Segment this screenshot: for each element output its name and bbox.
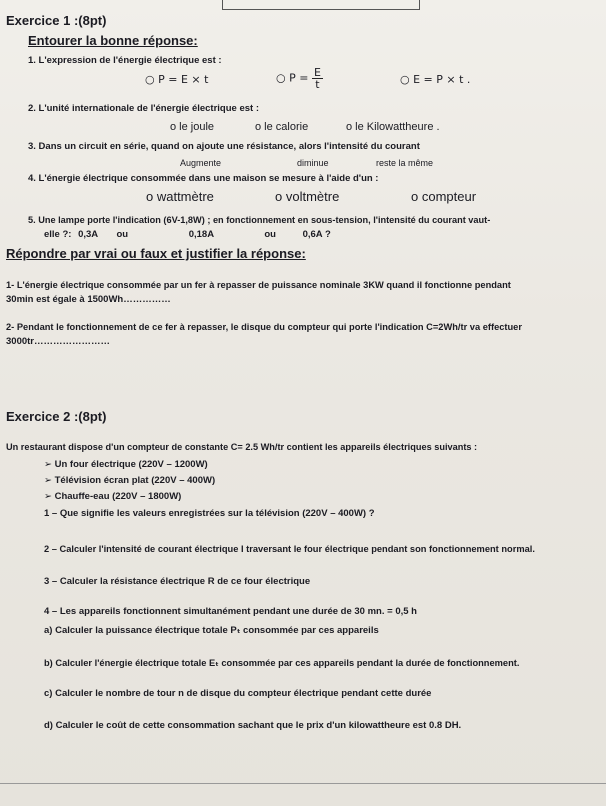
q5-option-b[interactable]: 0,18A	[188, 229, 214, 240]
q4-option-b[interactable]: o voltmètre	[275, 189, 340, 204]
device-item: ➢ Un four électrique (220V – 1200W)	[44, 459, 208, 470]
section-circle-answer-title: Entourer la bonne réponse:	[28, 33, 198, 48]
q1-option-b[interactable]: ○ P = $\frac{E}{t}$	[276, 66, 321, 91]
q3-option-b[interactable]: diminue	[297, 158, 329, 168]
q1-option-c[interactable]: ○ E = P × t .	[400, 73, 471, 86]
true-false-1-line-2[interactable]: 30min est égale à 1500Wh……………	[6, 294, 171, 305]
q2-option-b[interactable]: o le calorie	[255, 121, 309, 133]
question-2: 2. L'unité internationale de l'énergie électrique est :	[28, 103, 259, 114]
page-bottom-divider	[0, 783, 606, 784]
device-label: Un four électrique (220V – 1200W)	[54, 459, 208, 470]
question-3: 3. Dans un circuit en série, quand on ajoute une résistance, alors l'intensité du courant	[28, 141, 420, 152]
device-label: Télévision écran plat (220V – 400W)	[54, 475, 216, 486]
device-item: ➢ Chauffe-eau (220V – 1800W)	[44, 491, 182, 502]
fraction-numerator: E	[313, 66, 321, 79]
question-4: 4. L'énergie électrique consommée dans une maison se mesure à l'aide d'un :	[28, 173, 379, 184]
q4-option-a[interactable]: o wattmètre	[146, 189, 214, 204]
q5-prompt: elle ?:	[44, 229, 72, 240]
question-5-line-2	[44, 229, 331, 240]
q4-option-c[interactable]: o compteur	[411, 189, 477, 204]
q1-option-a-text: P = E × t	[158, 73, 209, 86]
exercise-2-question-2: 2 – Calculer l'intensité de courant électrique I traversant le four électrique pendant son fonctionnement normal.	[44, 544, 535, 554]
exercise-2-question-4a: a) Calculer la puissance électrique totale Pₜ consommée par ces appareils	[44, 625, 379, 636]
exercise-2-question-4c: c) Calculer le nombre de tour n de disque du compteur électrique pendant cette durée	[44, 688, 432, 699]
q1-fraction	[312, 67, 323, 90]
question-1: 1. L'expression de l'énergie électrique est :	[28, 55, 222, 66]
q3-option-a[interactable]: Augmente	[180, 158, 222, 168]
true-false-2-line-1: 2- Pendant le fonctionnement de ce fer à repasser, le disque du compteur qui porte l'indication C=2Wh/tr va effectuer	[6, 322, 522, 332]
header-box-edge	[222, 0, 420, 10]
device-item: ➢ Télévision écran plat (220V – 400W)	[44, 475, 216, 486]
device-label: Chauffe-eau (220V – 1800W)	[54, 491, 182, 502]
question-5-line-1: 5. Une lampe porte l'indication (6V-1,8W) ; en fonctionnement en sous-tension, l'intensité du courant vaut-	[28, 215, 491, 225]
exercise-2-title: Exercice 2 :(8pt)	[6, 409, 107, 424]
q1-option-b-text: P =	[289, 71, 309, 85]
q2-option-c[interactable]: o le Kilowattheure .	[346, 121, 440, 133]
exercise-2-question-3: 3 – Calculer la résistance électrique R de ce four électrique	[44, 576, 311, 587]
q5-or-2: ou	[264, 229, 276, 240]
true-false-1-line-1: 1- L'énergie électrique consommée par un fer à repasser de puissance nominale 3KW quand il fonctionne pendant	[6, 280, 511, 290]
exercise-1-title: Exercice 1 :(8pt)	[6, 13, 107, 28]
q1-option-a[interactable]: ○ P = E × t	[145, 73, 209, 86]
exercise-2-question-4d: d) Calculer le coût de cette consommation sachant que le prix d'un kilowattheure est 0.8 DH.	[44, 720, 462, 731]
q5-option-a[interactable]: 0,3A	[78, 229, 98, 240]
q1-option-c-text: E = P × t .	[413, 73, 471, 86]
q2-option-a[interactable]: o le joule	[170, 121, 215, 133]
true-false-2-line-2[interactable]: 3000tr……………………	[6, 336, 110, 347]
exercise-2-question-4: 4 – Les appareils fonctionnent simultanément pendant une durée de 30 mn. = 0,5 h	[44, 606, 417, 617]
exercise-2-question-1: 1 – Que signifie les valeurs enregistrées sur la télévision (220V – 400W) ?	[44, 508, 375, 519]
exercise-2-intro: Un restaurant dispose d'un compteur de constante C= 2.5 Wh/tr contient les appareils électriques suivants :	[6, 442, 478, 452]
q5-option-c[interactable]: 0,6A ?	[302, 229, 331, 240]
fraction-denominator: t	[315, 78, 320, 91]
exercise-2-question-4b: b) Calculer l'énergie électrique totale Eₜ consommée par ces appareils pendant la durée de fonctionnement.	[44, 658, 520, 668]
section-true-false-title: Répondre par vrai ou faux et justifier la réponse:	[6, 246, 306, 261]
q5-or-1: ou	[116, 229, 129, 240]
q3-option-c[interactable]: reste la même	[376, 158, 434, 168]
